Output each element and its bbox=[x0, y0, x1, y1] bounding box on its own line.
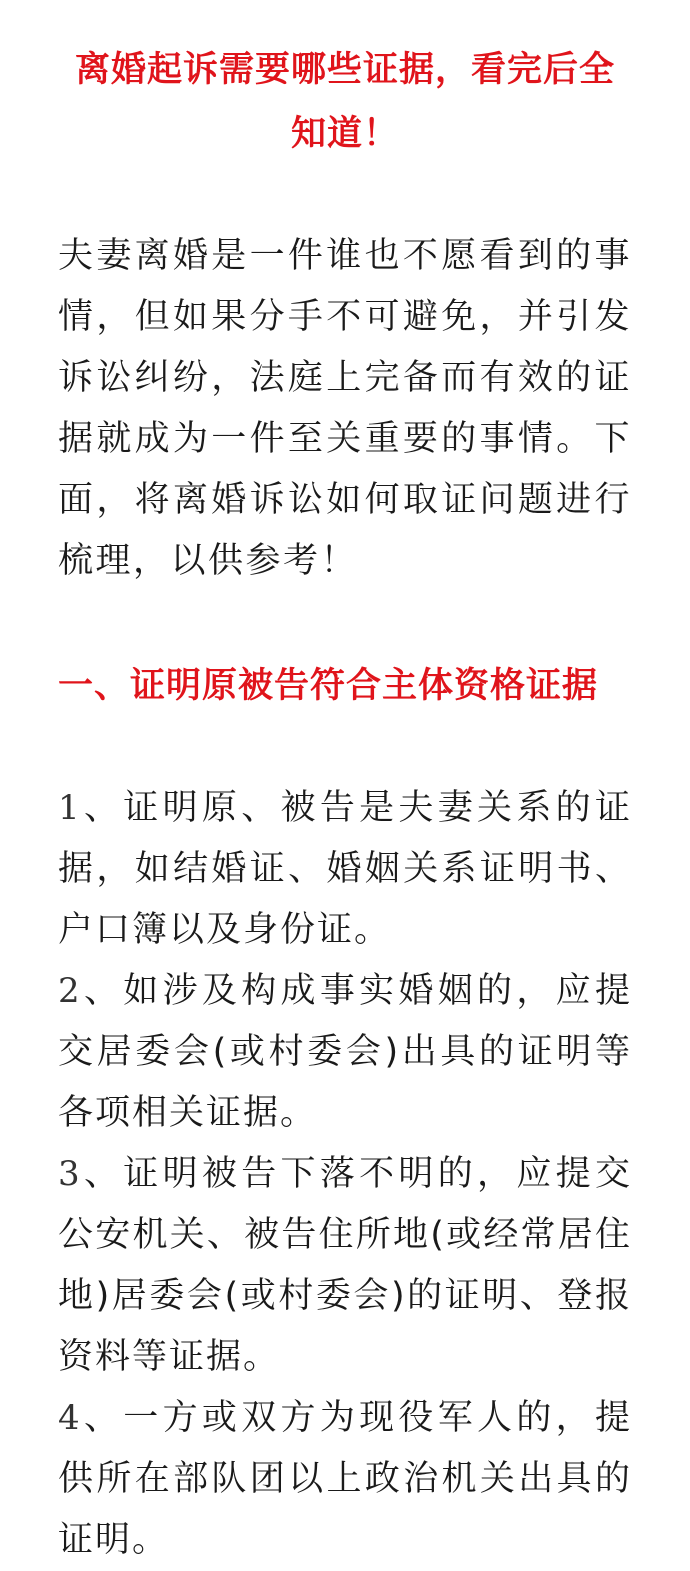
item-number: 3 bbox=[58, 1154, 82, 1194]
section-heading: 一、证明原被告符合主体资格证据 bbox=[58, 666, 599, 706]
list-item bbox=[58, 1388, 632, 1571]
evidence-list bbox=[58, 778, 632, 1571]
article-title: 离婚起诉需要哪些证据，看完后全知道！ bbox=[74, 50, 615, 154]
list-item bbox=[58, 778, 632, 961]
list-item bbox=[58, 961, 632, 1144]
item-text: 、证明原、被告是夫妻关系的证据，如结婚证、婚姻关系证明书、户口簿以及身份证。 bbox=[58, 788, 632, 950]
item-number: 1 bbox=[58, 788, 82, 828]
item-number: 2 bbox=[58, 971, 82, 1011]
item-text: 、证明被告下落不明的，应提交公安机关、被告住所地(或经常居住地)居委会(或村委会)的证明、登报资料等证据。 bbox=[58, 1154, 632, 1377]
item-text: 、如涉及构成事实婚姻的，应提交居委会(或村委会)出具的证明等各项相关证据。 bbox=[58, 971, 632, 1133]
item-number: 4 bbox=[58, 1398, 82, 1438]
item-text: 、一方或双方为现役军人的，提供所在部队团以上政治机关出具的证明。 bbox=[58, 1398, 632, 1560]
intro-paragraph: 夫妻离婚是一件谁也不愿看到的事情，但如果分手不可避免，并引发诉讼纠纷，法庭上完备而有效的证据就成为一件至关重要的事情。下面，将离婚诉讼如何取证问题进行梳理，以供参考！ bbox=[58, 236, 632, 581]
list-item bbox=[58, 1144, 632, 1388]
